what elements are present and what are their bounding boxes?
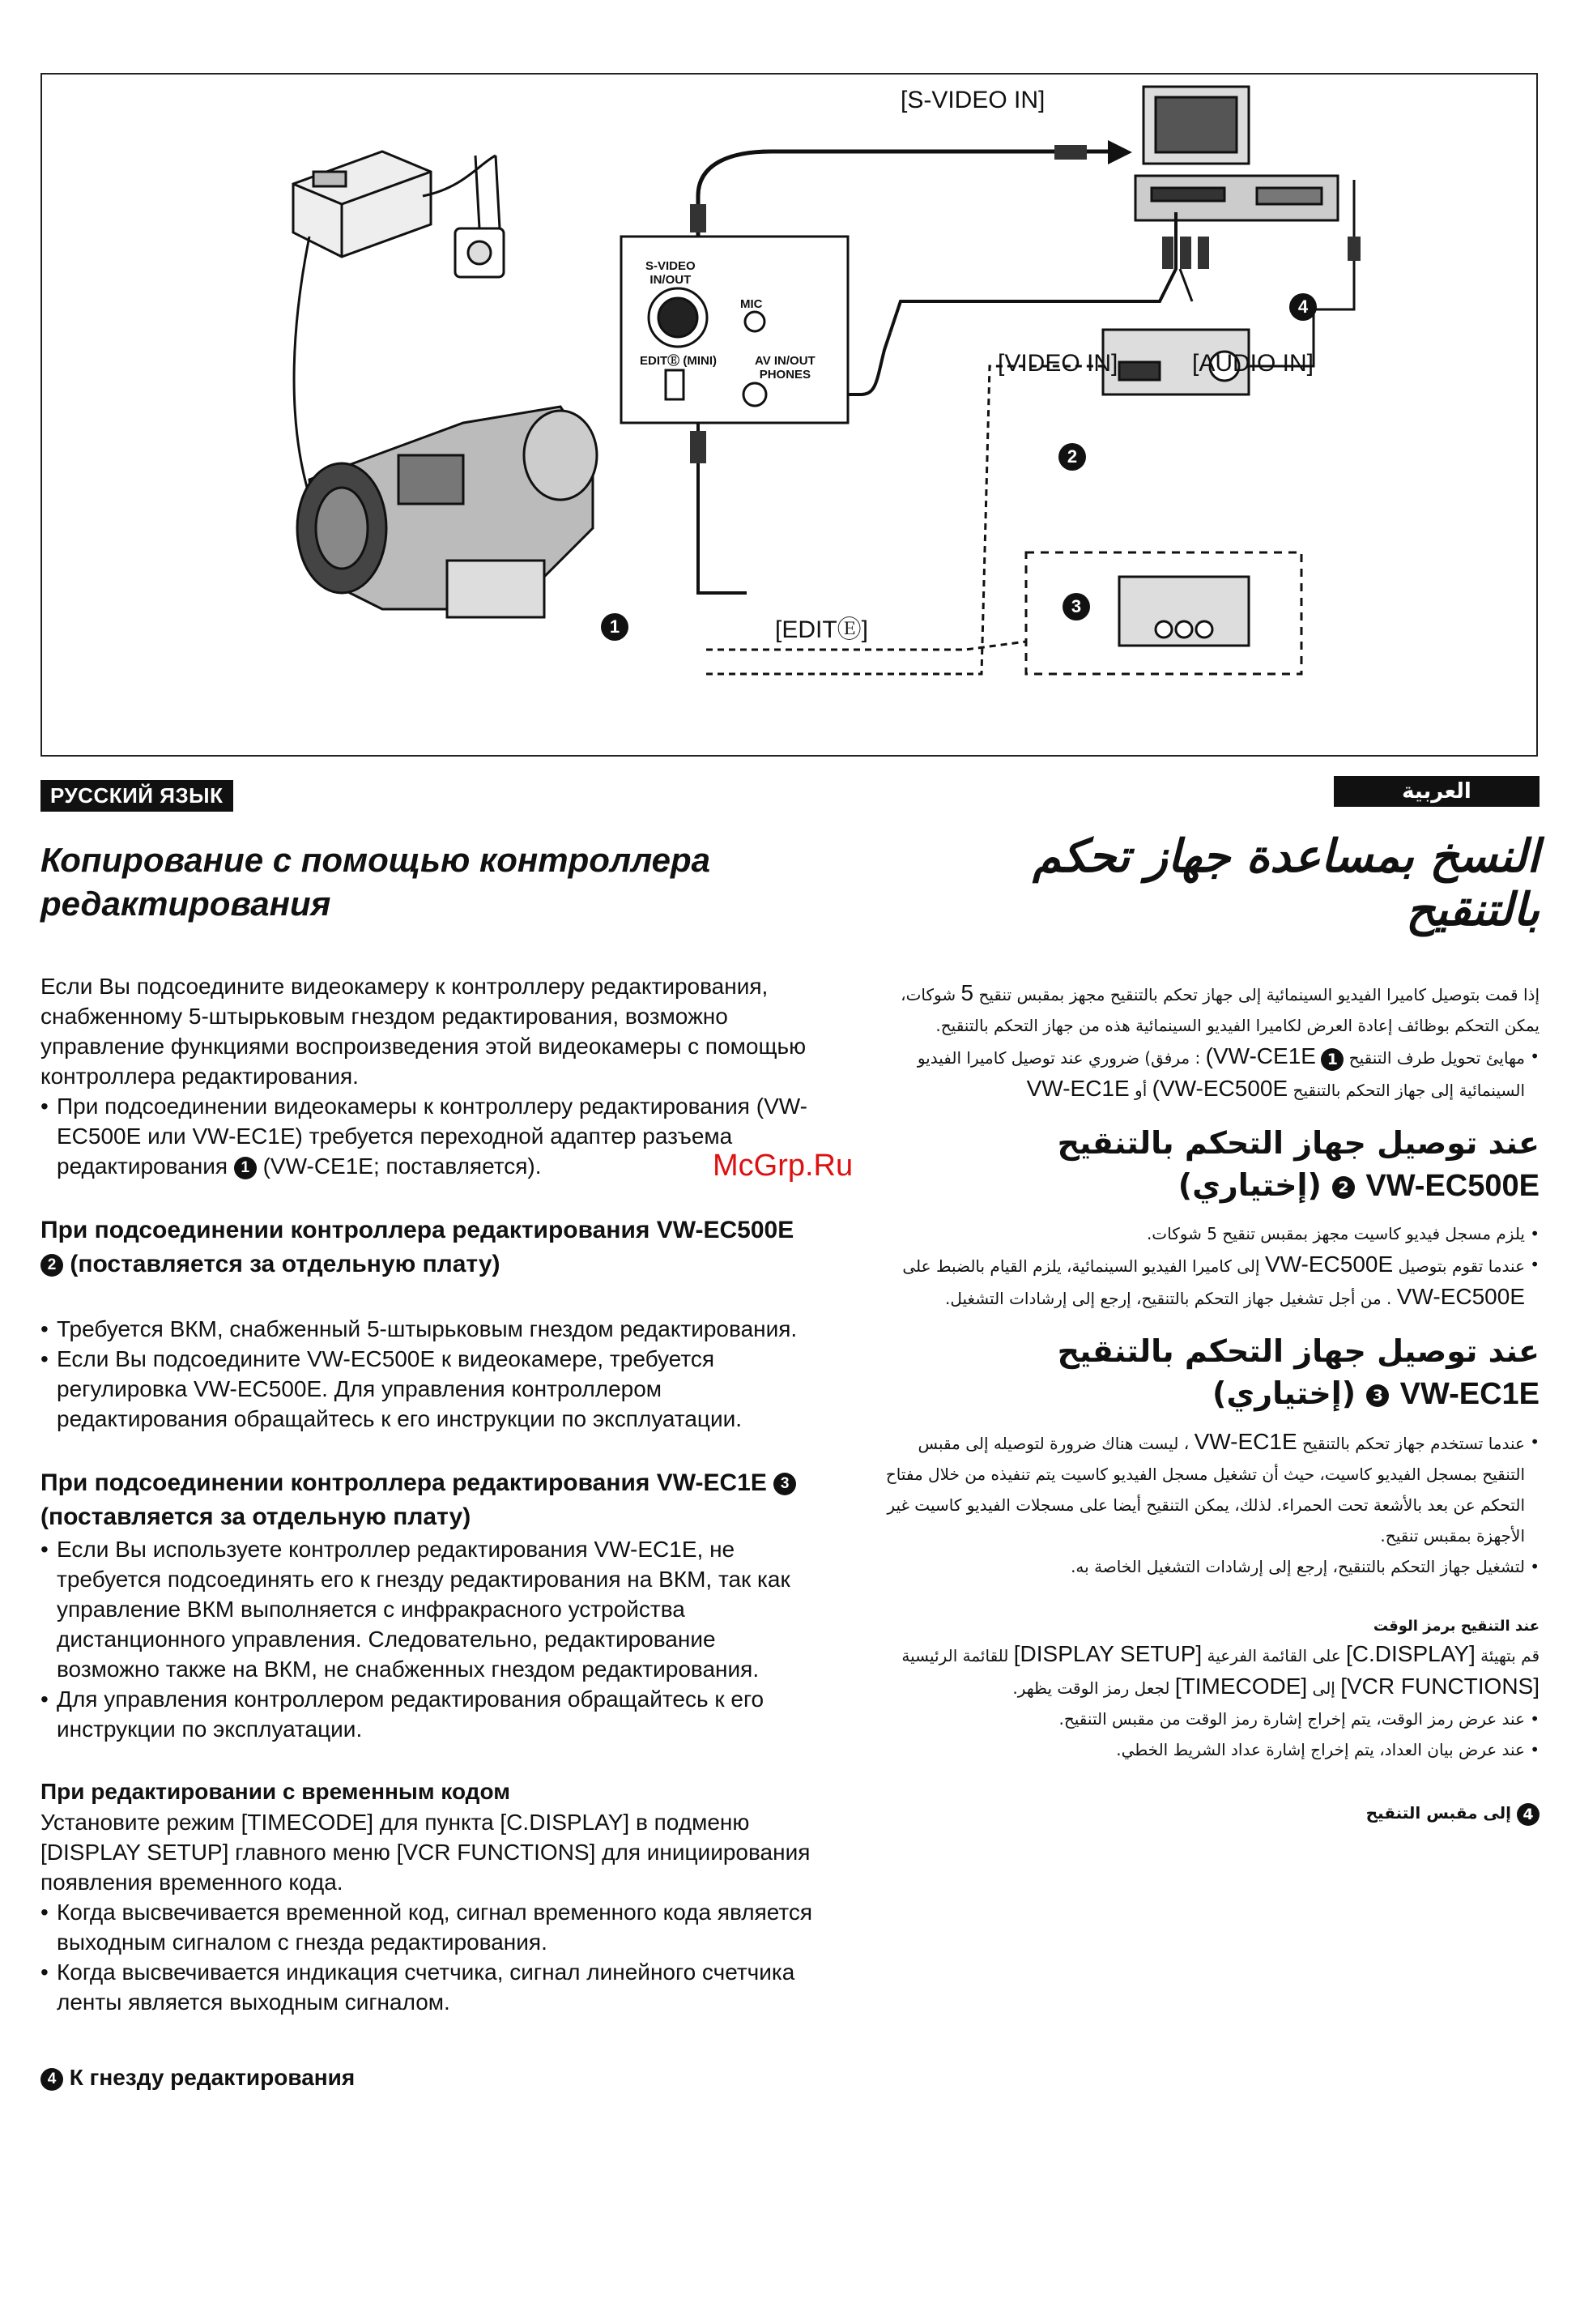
- arabic-sec3-bullet2: • عند عرض بيان العداد، يتم إخراج إشارة عداد الشريط الخطي.: [875, 1734, 1540, 1765]
- arabic-sec2-title: عند توصيل جهاز التحكم بالتنقيح: [1057, 1333, 1540, 1369]
- russian-sec3-text: Установите режим [TIMECODE] для пункта [C.DISPLAY] в подменю [DISPLAY SETUP] главного меню [VCR FUNCTIONS] для инициирования появления временного кода.: [40, 1810, 811, 1895]
- audio-in-label: [AUDIO IN]: [1192, 350, 1314, 377]
- jack-mic-label: MIC: [740, 297, 763, 311]
- callout-2: 2: [1058, 443, 1086, 471]
- arabic-sec3-text: [875, 1639, 1540, 1704]
- s-video-in-label: [S-VIDEO IN]: [901, 87, 1046, 113]
- connection-diagram: [40, 73, 1538, 757]
- arabic-sec3-dsetup: [DISPLAY SETUP]: [1013, 1641, 1203, 1666]
- jack-edit-label: EDITⒺ (MINI): [640, 354, 717, 368]
- tv-icon: [1143, 87, 1249, 164]
- arabic-sec2-opt: (إختياري): [1212, 1375, 1356, 1411]
- russian-sec3-bullet1: • Когда высвечивается временной код, сигнал временного кода является выходным сигналом с гнезда редактирования.: [40, 1897, 818, 1957]
- arabic-footnote: [875, 1797, 1540, 1828]
- arabic-sec1-callout: 2: [1332, 1176, 1355, 1199]
- russian-sec1-heading-a: При подсоединении контроллера редактирования VW-EC500E: [40, 1217, 794, 1243]
- arabic-sec1-bullet2-model: VW-EC500E: [1264, 1252, 1394, 1277]
- watermark: McGrp.Ru: [713, 1149, 854, 1183]
- arabic-sec2-model: VW-EC1E: [1399, 1377, 1540, 1411]
- russian-intro-bullet-callout: 1: [234, 1157, 257, 1179]
- jack-av-label: [755, 354, 816, 382]
- edit-controller-ec1e-icon: [1119, 577, 1249, 646]
- arabic-footnote-text: إلى مقبس التنقيح: [1365, 1803, 1512, 1823]
- arabic-column: [875, 830, 1540, 1828]
- russian-sec2-heading: [40, 1466, 818, 1534]
- russian-title-line2: редактирования: [40, 885, 331, 923]
- russian-title: [40, 838, 818, 926]
- s-video-cable: [698, 151, 1111, 237]
- arabic-sec3-heading: عند التنقيح برمز الوقت: [1373, 1618, 1540, 1635]
- camcorder-icon: [297, 407, 597, 617]
- russian-sec3-heading: При редактировании с временным кодом: [40, 1779, 510, 1804]
- arabic-sec1-model: VW-EC500E: [1365, 1169, 1540, 1203]
- arabic-sec1-opt: (إختياري): [1178, 1167, 1322, 1203]
- arabic-sec3-text-b: على القائمة الفرعية: [1207, 1646, 1341, 1665]
- arabic-sec3-cdisplay: [C.DISPLAY]: [1346, 1641, 1476, 1666]
- arabic-sec1-heading: [875, 1122, 1540, 1207]
- arabic-adapter-model3: VW-EC1E: [1026, 1076, 1130, 1101]
- russian-language-tag: РУССКИЙ ЯЗЫК: [40, 780, 233, 812]
- arabic-sec1-bullet2-a: عندما تقوم بتوصيل: [1398, 1256, 1525, 1276]
- russian-sec2-heading-b: (поставляется за отдельную плату): [40, 1503, 471, 1530]
- arabic-title-line2: بالتنقيح: [1406, 884, 1540, 936]
- s-video-plug-vcr: [1054, 145, 1087, 160]
- arabic-sec2-heading: [875, 1330, 1540, 1415]
- jack-phones-text: PHONES: [759, 368, 811, 382]
- arabic-intro-a: إذا قمت بتوصيل كاميرا الفيديو السينمائية إلى جهاز تحكم بالتنقيح مجهز بمقبس تنقيح: [978, 985, 1540, 1004]
- russian-sec2-heading-a: При подсоединении контроллера редактирования VW-EC1E: [40, 1469, 767, 1496]
- russian-sec2-callout: 3: [773, 1473, 796, 1495]
- arabic-adapter-callout: 1: [1321, 1048, 1344, 1071]
- arabic-footnote-callout: 4: [1517, 1803, 1540, 1826]
- arabic-sec1-bullet2: [875, 1249, 1540, 1314]
- arabic-adapter-b: : مرفق) ضروري عند توصيل كاميرا الفيديو السينمائية إلى جهاز التحكم بالتنقيح: [917, 1048, 1525, 1100]
- jack-av-text: AV IN/OUT: [755, 354, 816, 368]
- russian-sec1-bullet1: • Требуется ВКМ, снабженный 5-штырьковым гнездом редактирования.: [40, 1314, 818, 1344]
- russian-sec1-heading: [40, 1213, 818, 1281]
- arabic-sec3-timecode: [TIMECODE]: [1174, 1674, 1308, 1699]
- russian-sec3-bullet2: • Когда высвечивается индикация счетчика, сигнал линейного счетчика ленты является выходным сигналом.: [40, 1957, 818, 2017]
- russian-intro-bullet-text-a: При подсоединении видеокамеры к контроллеру редактирования (VW-EC500E или VW-EC1E) требуется переходной адаптер разъема редактирования: [57, 1094, 807, 1179]
- arabic-sec3-text-e: لجعل رمز الوقت يظهر.: [1012, 1678, 1170, 1698]
- russian-sec1-bullet2: • Если Вы подсоедините VW-EC500E к видеокамере, требуется регулировка VW-EC500E. Для управления контроллером редактирования обращайтесь к его инструкции по эксплуатации.: [40, 1344, 818, 1434]
- arabic-sec2-bullet1: [875, 1426, 1540, 1551]
- arabic-sec3-text-a: قم بتهيئة: [1480, 1646, 1540, 1665]
- arabic-sec3-text-c: للقائمة الرئيسية: [901, 1646, 1009, 1665]
- arabic-adapter-model: (VW-CE1E: [1205, 1043, 1316, 1068]
- jack-svideo-text: S-VIDEO: [645, 259, 696, 273]
- callout-1: 1: [601, 613, 628, 641]
- russian-sec2-bullet1: • Если Вы используете контроллер редактирования VW-EC1E, не требуется подсоединять его к гнезду редактирования на ВКМ, так как управление ВКМ выполняется с инфракрасного устройства дистанционного управления. Следовательно, редактирование возможно также на ВКМ, не снабженных гнездом редактирования.: [40, 1534, 818, 1684]
- arabic-sec1-title: عند توصيل جهاز التحكم بالتنقيح: [1057, 1125, 1540, 1161]
- edit-label: [EDITⒺ]: [775, 616, 869, 643]
- arabic-title-line1: النسخ بمساعدة جهاز تحكم: [1033, 830, 1540, 883]
- russian-footnote-text: К гнезду редактирования: [69, 2065, 356, 2090]
- russian-footnote: [40, 2062, 818, 2092]
- russian-intro: Если Вы подсоедините видеокамеру к контроллеру редактирования, снабженному 5-штырьковым гнездом редактирования, возможно управление функциями воспроизведения этой видеокамеры с помощью контроллера редактирования.: [40, 974, 807, 1089]
- arabic-sec3-bullet1: • عند عرض رمز الوقت، يتم إخراج إشارة رمز الوقت من مقبس التنقيح.: [875, 1704, 1540, 1734]
- arabic-adapter-a: مهايئ تحويل طرف التنقيح: [1348, 1048, 1525, 1068]
- arabic-sec3-vcr: [VCR FUNCTIONS]: [1340, 1674, 1540, 1699]
- arabic-sec2-callout: 3: [1366, 1384, 1389, 1407]
- arabic-sec2-bullet1-model: VW-EC1E: [1194, 1429, 1297, 1454]
- arabic-sec3-text-d: إلى: [1312, 1678, 1335, 1698]
- arabic-sec1-bullet2-c: . من أجل تشغيل جهاز التحكم بالتنقيح، إرجع إلى إرشادات التشغيل.: [945, 1289, 1392, 1308]
- arabic-adapter-model2: (VW-EC500E: [1152, 1076, 1288, 1101]
- russian-column: [40, 838, 818, 2092]
- arabic-sec1-bullet2-b: إلى كاميرا الفيديو السينمائية، يلزم القيام بالضبط على: [902, 1256, 1260, 1276]
- arabic-intro-b: شوكات، يمكن التحكم بوظائف إعادة العرض لكاميرا الفيديو السينمائية هذه من جهاز التحكم بالتنقيح.: [901, 985, 1540, 1035]
- arabic-sec2-bullet2: • لتشغيل جهاز التحكم بالتنقيح، إرجع إلى إرشادات التشغيل الخاصة به.: [875, 1551, 1540, 1582]
- arabic-intro-num: 5: [960, 980, 974, 1005]
- arabic-sec2-bullet1-b: ، ليست هناك ضرورة لتوصيله إلى مقبس التنقيح بمسجل الفيديو كاسيت، حيث أن تشغيل مسجل الفيديو كاسيت يتم تنفيذه من خلال مفتاح التحكم عن بعد بالأشعة تحت الحمراء. لذلك، يمكن التنقيح أيضا على مسجلات الفيديو كاسيت غير الأجهزة بمقبس تنقيح.: [885, 1434, 1525, 1546]
- arabic-title: [875, 830, 1540, 937]
- dc-cable: [294, 237, 309, 496]
- jack-inout-text: IN/OUT: [649, 273, 692, 287]
- arabic-sec1-bullet1: • يلزم مسجل فيديو كاسيت مجهز بمقبس تنقيح 5 شوكات.: [875, 1218, 1540, 1249]
- power-outlet-icon: [455, 156, 504, 277]
- russian-intro-bullet-text-b: (VW-CE1E; поставляется).: [262, 1153, 542, 1179]
- arabic-adapter-bullet: [875, 1041, 1540, 1106]
- russian-title-line1: Копирование с помощью контроллера: [40, 841, 711, 879]
- s-video-plug: [690, 204, 706, 232]
- russian-sec1-callout: 2: [40, 1254, 63, 1277]
- arabic-language-tag: العربية: [1334, 776, 1540, 807]
- connection-diagram-drawing: [42, 75, 1536, 755]
- callout-4: 4: [1289, 293, 1317, 321]
- jack-svideo-label: [645, 259, 696, 287]
- russian-intro-bullet: [40, 1091, 818, 1181]
- russian-sec2-bullet2: • Для управления контроллером редактирования обращайтесь к его инструкции по эксплуатации.: [40, 1684, 818, 1744]
- arabic-adapter-or: أو: [1135, 1081, 1148, 1100]
- arabic-sec1-bullet2-model2: VW-EC500E: [1396, 1284, 1525, 1309]
- russian-footnote-callout: 4: [40, 2068, 63, 2091]
- russian-sec1-heading-b: (поставляется за отдельную плату): [70, 1251, 500, 1277]
- callout-3: 3: [1063, 593, 1090, 620]
- vcr-icon: [1135, 176, 1338, 220]
- arabic-intro: [875, 978, 1540, 1041]
- video-in-label: [VIDEO IN]: [998, 350, 1118, 377]
- arabic-sec2-bullet1-a: عندما تستخدم جهاز تحكم بالتنقيح: [1302, 1434, 1525, 1453]
